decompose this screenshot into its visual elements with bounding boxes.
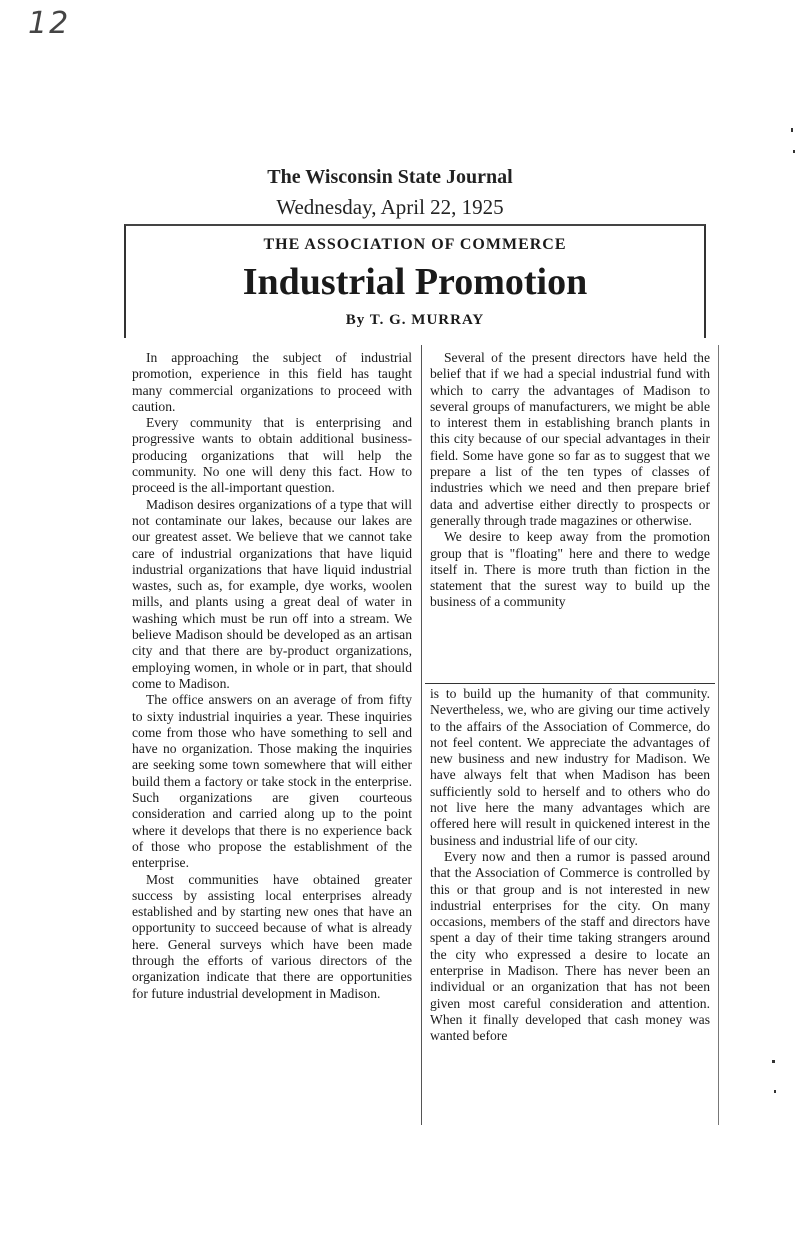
article-byline: By T. G. MURRAY xyxy=(345,312,485,328)
paragraph: Several of the present directors have held the belief that if we had a special industrial fund with which to carry the advantages of Madison to several groups of manufacturers, we might be able to interest them in establishing branch plants in this city because of our special advantages in their field. Some have gone so far as to suggest that we prepare a list of the ten types of classes of industries which we need and then prepare brief data and advertise either directly to prospects or generally through trade magazines or otherwise. xyxy=(430,350,710,528)
column-divider-right xyxy=(718,345,719,1125)
page-number: 12 xyxy=(28,6,71,41)
paragraph: Every community that is enterprising and progressive wants to obtain additional business-producing organizations that will help the community. No one will deny this fact. How to proceed is the all-important question. xyxy=(132,415,412,496)
right-column-top xyxy=(430,350,710,611)
newspaper-name: The Wisconsin State Journal xyxy=(267,166,513,188)
paragraph: We desire to keep away from the promotion group that is "floating" here and there to wedge itself in. There is more truth than fiction in the statement that the surest way to build up the business of a community xyxy=(430,529,710,610)
masthead xyxy=(225,165,555,221)
paragraph: The office answers on an average of from fifty to sixty industrial inquiries a year. These inquiries come from those who have something to sell and have no organization. Those making the inquiries are seeking some town somewhere that will either build them a factory or take stock in the enterprise. Such organizations are given courteous consideration and carried along up to the point where it develops that there is no experience back of those who propose the establishment of the enterprise. xyxy=(132,692,412,871)
publication-date: Wednesday, April 22, 1925 xyxy=(276,195,504,219)
column-divider xyxy=(421,345,422,1125)
paragraph: In approaching the subject of industrial promotion, experience in this field has taught many commercial organizations to proceed with caution. xyxy=(132,350,412,414)
article-kicker: THE ASSOCIATION OF COMMERCE xyxy=(263,236,567,253)
clipping-break-rule xyxy=(425,683,715,684)
left-column xyxy=(132,350,412,1002)
scan-speck xyxy=(793,150,795,153)
paragraph: Madison desires organizations of a type that will not contaminate our lakes, because our lakes are our greatest asset. We believe that we cannot take care of industrial organizations that have liquid industrial organizations that have liquid industrial wastes, such as, for example, dye works, woolen mills, and plants using a great deal of water in washing which must be run off into a stream. We believe Madison should be developed as an artisan city and that there are by-product organizations, employing women, in whole or in part, that should come to Madison. xyxy=(132,496,412,691)
article-header xyxy=(124,224,706,338)
scan-speck xyxy=(791,128,793,132)
paragraph: Every now and then a rumor is passed around that the Association of Commerce is controlled by this or that group and is not interested in new industrial enterprises for the city. On many occasions, members of the staff and directors have spent a day of their time taking strangers around the city who expressed a desire to locate an enterprise in Madison. There has never been an individual or an organization that has not been given most careful consideration and attention. When it finally developed that cash money was wanted before xyxy=(430,848,710,1044)
right-column-bottom xyxy=(430,686,710,1045)
article-headline: Industrial Promotion xyxy=(242,261,588,303)
paragraph: Most communities have obtained greater success by assisting local enterprises already established and by starting new ones that have an opportunity to succeed because of what is already here. General surveys which have been made through the efforts of various directors of the organization indicate that there are opportunities for future industrial development in Madison. xyxy=(132,871,412,1001)
paragraph: is to build up the humanity of that community. Nevertheless, we, who are giving our time actively to the affairs of the Association of Commerce, do not feel content. We appreciate the advantages of new business and new industry for Madison. We have always felt that when Madison has been sufficiently sold to herself and to others who do not live here the many advantages which are offered here will result in quickened interest in the business and industrial life of our city. xyxy=(430,686,710,848)
scan-speck xyxy=(772,1060,775,1063)
scan-speck xyxy=(774,1090,776,1093)
